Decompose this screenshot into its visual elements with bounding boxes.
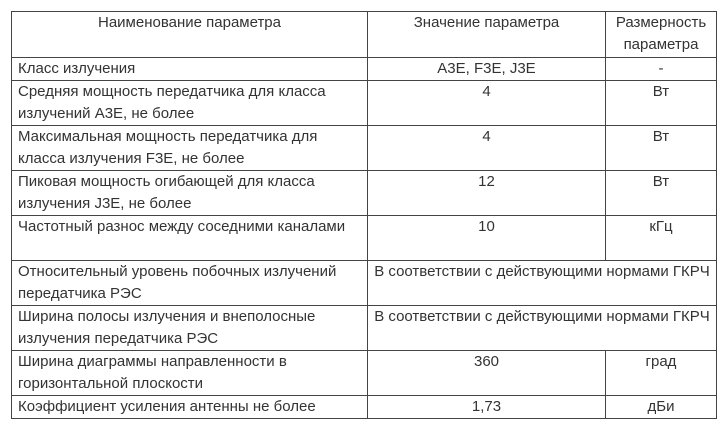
row-value: 12 — [368, 171, 606, 216]
row-merged-value: В соответствии с действующими нормами ГКРЧ — [368, 306, 717, 351]
header-parameter-name: Наименование параметра — [12, 12, 368, 58]
table-row — [12, 81, 717, 126]
row-unit: дБи — [606, 396, 717, 419]
row-unit: Вт — [606, 171, 717, 216]
table-header-row — [12, 12, 717, 58]
header-parameter-value: Значение параметра — [368, 12, 606, 58]
row-name: Ширина диаграммы направленности в горизонтальной плоскости — [12, 351, 368, 396]
table-row — [12, 396, 717, 419]
row-unit: Вт — [606, 81, 717, 126]
header-parameter-unit: Размерность параметра — [606, 12, 717, 58]
row-name: Класс излучения — [12, 58, 368, 81]
row-value: A3E, F3E, J3E — [368, 58, 606, 81]
row-name: Коэффициент усиления антенны не более — [12, 396, 368, 419]
table-row — [12, 261, 717, 306]
row-name: Пиковая мощность огибающей для класса излучения J3E, не более — [12, 171, 368, 216]
row-name: Относительный уровень побочных излучений передатчика РЭС — [12, 261, 368, 306]
row-name: Частотный разнос между соседними каналами — [12, 216, 368, 261]
row-unit: Вт — [606, 126, 717, 171]
row-value: 360 — [368, 351, 606, 396]
row-name: Ширина полосы излучения и внеполосные излучения передатчика РЭС — [12, 306, 368, 351]
row-value: 4 — [368, 81, 606, 126]
row-unit: - — [606, 58, 717, 81]
table-row — [12, 306, 717, 351]
table-row — [12, 216, 717, 261]
row-value: 4 — [368, 126, 606, 171]
table-row — [12, 126, 717, 171]
row-name: Средняя мощность передатчика для класса излучений A3E, не более — [12, 81, 368, 126]
row-value: 1,73 — [368, 396, 606, 419]
row-value: 10 — [368, 216, 606, 261]
row-unit: град — [606, 351, 717, 396]
row-merged-value: В соответствии с действующими нормами ГКРЧ — [368, 261, 717, 306]
table-row — [12, 351, 717, 396]
parameters-table — [11, 11, 717, 419]
table-row — [12, 171, 717, 216]
row-unit: кГц — [606, 216, 717, 261]
table-row — [12, 58, 717, 81]
row-name: Максимальная мощность передатчика для класса излучения F3E, не более — [12, 126, 368, 171]
